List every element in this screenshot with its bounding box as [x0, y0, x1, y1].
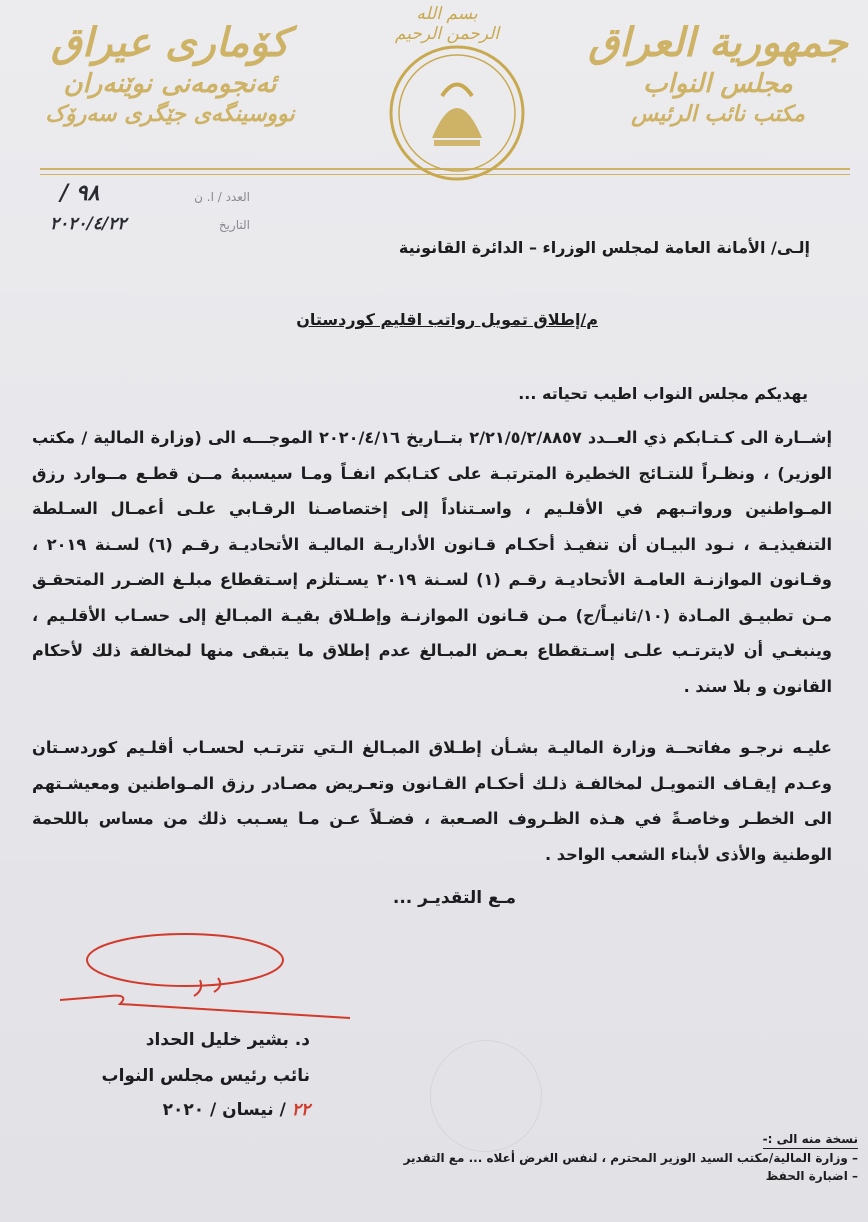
letterhead-line: نووسینگه‌ی جێگری سه‌رۆک: [45, 100, 295, 127]
letterhead-kurdish: [40, 18, 300, 128]
body-paragraph: إشــارة الى كـتـابكم ذي العــدد ٢/٢١/٥/٢/٨٨٥٧ بتــاريخ ٢٠٢٠/٤/١٦ الموجـــه الى (وزارة المالية / مكتب الوزير) ، ونظـراً للنتـائج الخطيرة المترتبـة على كتـابكم انفـاً ومـا سيسببهُ مــن قطـع مــوارد رزق المـواطنين ورواتـبهم في الأقلـيم ، واسـتناداً إلى إختصاصـنا الرقـابي علـى أعمـال السـلطة التنفيذيـة ، نـود البيـان أن تنفيـذ أحكـام قـانون الأداريـة الماليـة الأتحاديـة رقـم (٦) لسـنة ٢٠١٩ ، وقـانون الموازنـة العامـة الأتحاديـة رقـم (١) لسـنة ٢٠١٩ يسـتلزم إسـتقطاع مبلـغ الضـرر المتحقـق مـن تطبيـق المـادة (١٠/ثانيـاً/ج) مـن قـانون الموازنـة وإطـلاق بقيـة المبـالغ إلى حسـاب الأقلـيم ، وينبغـي أن لايترتـب علـى إسـتقطاع بعـض المبـالغ عدم إطلاق ما يتبقى منها لمخالفة ذلك لأحكام القانون و بلا سند .: [32, 428, 832, 696]
copy-item: – وزارة المالية/مكتب السيد الوزير المحترم ، لنفس الغرض أعلاه ... مع التقدير: [403, 1151, 858, 1165]
signature-date-rest: / نيسان / ٢٠٢٠: [162, 1100, 286, 1120]
copies-block: [298, 1130, 858, 1185]
letterhead-line: جمهورية العراق: [588, 19, 848, 66]
basmala: بسم الله الرحمن الرحيم: [394, 4, 500, 44]
letterhead-line: ئه‌نجومه‌نی نوێنه‌ران: [63, 69, 277, 99]
addressee: إلـى/ الأمانة العامة لمجلس الوزراء – الدائرة القانونية: [398, 238, 810, 257]
closing: مـع التقديـر ...: [392, 888, 516, 908]
signature-date: [163, 1100, 310, 1120]
parliament-emblem-icon: [372, 18, 542, 188]
copies-heading: نسخة منه الى :-: [763, 1130, 858, 1149]
letterhead-divider: [40, 174, 850, 175]
reference-block: [50, 180, 250, 236]
letterhead-arabic: [588, 18, 848, 128]
letterhead-line: مجلس النواب: [643, 69, 793, 99]
signature-date-day: ٢٢: [291, 1100, 310, 1120]
greeting: يهديكم مجلس النواب اطيب تحياته ...: [518, 384, 808, 403]
subject-line: م/إطلاق تمويل رواتب اقليم كوردستان: [296, 310, 598, 329]
letterhead-line: كۆماری عیراق: [50, 19, 290, 66]
reference-number: ٩٨ /: [60, 180, 100, 206]
body-paragraph: عليـه نرجـو مفاتحــة وزارة الماليـة بشـأن إطـلاق المبـالغ الـتي تترتـب لحسـاب أقلـيم كوردسـتان وعـدم إيقـاف التمويـل لمخالفـة ذلـك أحكـام القـانون وتعـريض مصـادر رزق المـواطنين ومعيشـتهم الى الخطـر وخاصـةً في هـذه الظـروف الصـعبة ، فضـلاً عـن مـا يسـبب ذلك من مساس باللحمة الوطنية والأذى لأبناء الشعب الواحد .: [32, 738, 832, 864]
reference-number-label: العدد / ا. ن: [194, 190, 250, 204]
letterhead-line: مكتب نائب الرئيس: [631, 100, 805, 127]
signatory-title: نائب رئيس مجلس النواب: [101, 1066, 310, 1086]
copy-item: – اضبارة الحفظ: [765, 1169, 858, 1183]
reference-date-label: التاريخ: [218, 218, 250, 232]
reference-date: ٢٠٢٠/٤/٢٢: [50, 214, 127, 234]
letterhead-divider: [40, 168, 850, 170]
handwritten-signature: [50, 928, 350, 1028]
signatory-name: د. بشير خليل الحداد: [145, 1030, 310, 1050]
